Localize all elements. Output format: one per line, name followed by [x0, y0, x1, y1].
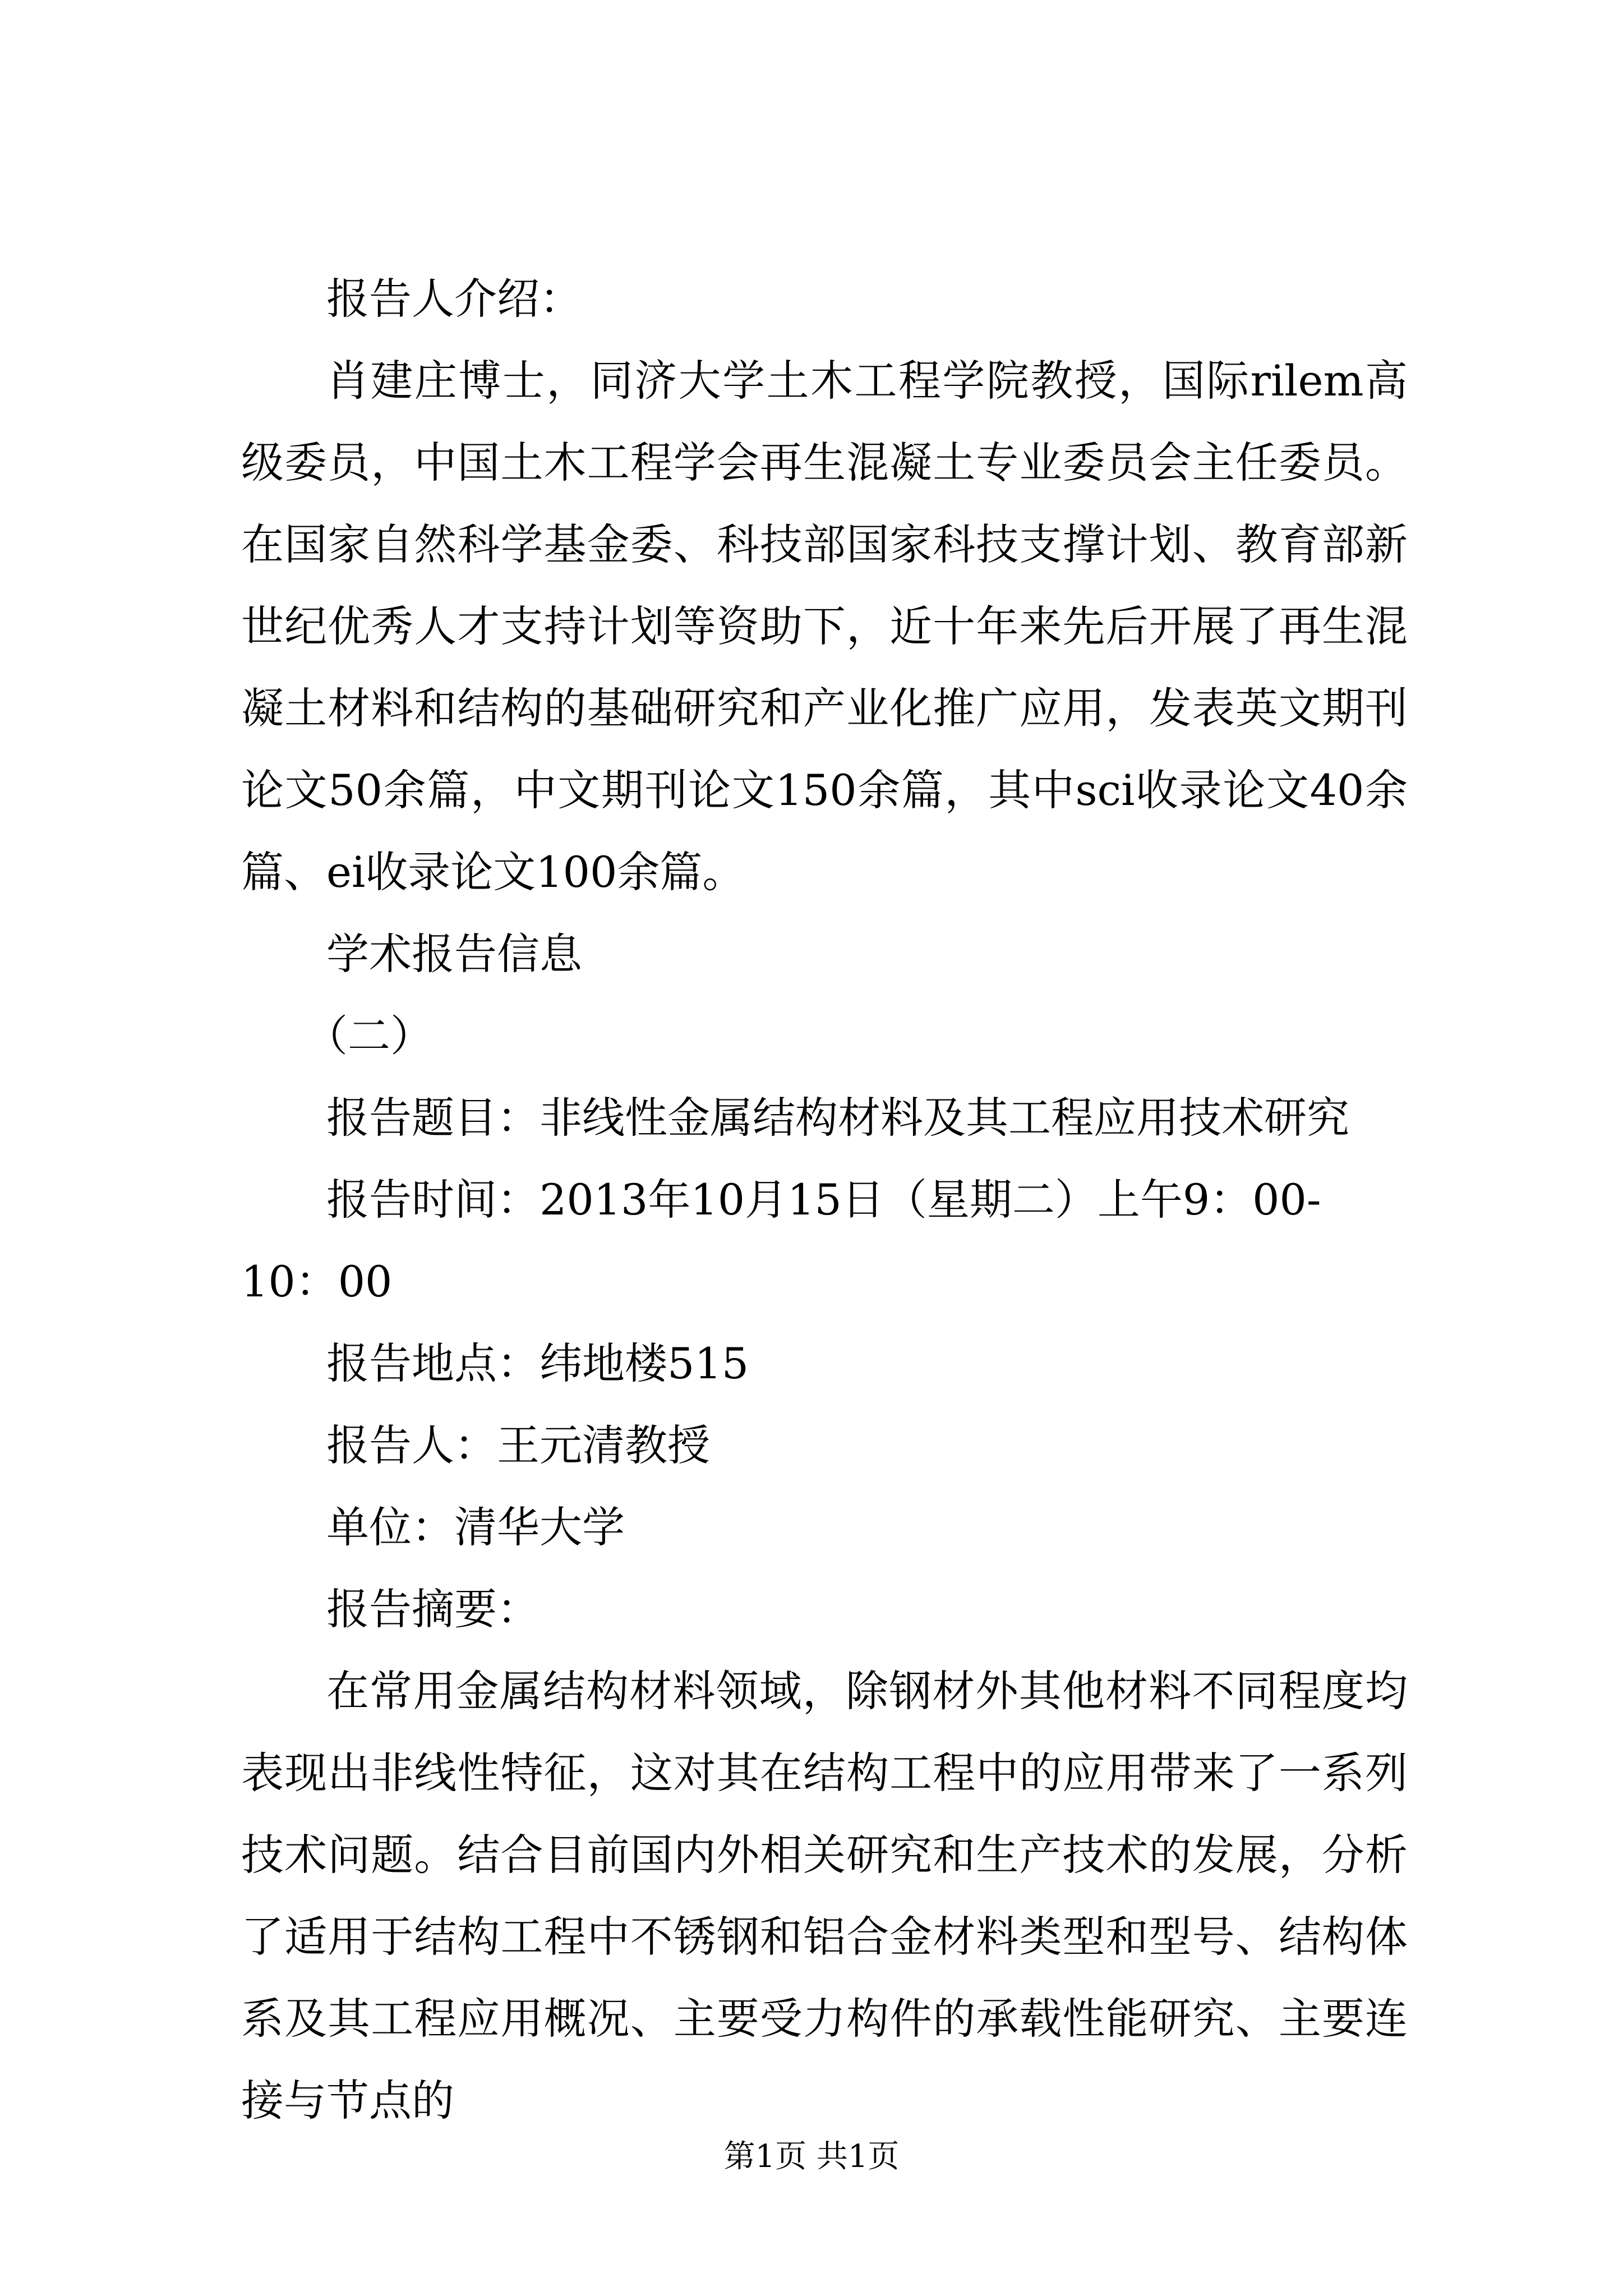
document-body: [241, 258, 1408, 2142]
report-info-heading: 学术报告信息: [326, 929, 582, 979]
speaker-intro-heading: 报告人介绍：: [326, 274, 582, 324]
report-title-line: 报告题目：非线性金属结构材料及其工程应用技术研究: [326, 1093, 1349, 1143]
abstract-heading: 报告摘要：: [326, 1584, 540, 1634]
report-location-line: 报告地点：纬地楼515: [326, 1338, 749, 1388]
reporter-line: 报告人：王元清教授: [326, 1420, 710, 1470]
report-time-line: 报告时间：2013年10月15日（星期二）上午9：00-10：00: [241, 1175, 1321, 1306]
abstract-paragraph: 在常用金属结构材料领域，除钢材外其他材料不同程度均表现出非线性特征，这对其在结构工程中的应用带来了一系列技术问题。结合目前国内外相关研究和生产技术的发展，分析了适用于结构工程中不锈钢和铝合金材料类型和型号、结构体系及其工程应用概况、主要受力构件的承载性能研究、主要连接与节点的: [241, 1666, 1408, 2125]
page-footer: 第1页 共1页: [723, 2138, 900, 2175]
affiliation-line: 单位：清华大学: [326, 1502, 625, 1552]
section-number: （二）: [305, 1011, 433, 1061]
speaker-bio-paragraph: 肖建庄博士，同济大学土木工程学院教授，国际rilem高级委员，中国土木工程学会再生混凝土专业委员会主任委员。在国家自然科学基金委、科技部国家科技支撑计划、教育部新世纪优秀人才支持计划等资助下，近十年来先后开展了再生混凝土材料和结构的基础研究和产业化推广应用，发表英文期刊论文50余篇，中文期刊论文150余篇，其中sci收录论文40余篇、ei收录论文100余篇。: [241, 356, 1408, 897]
